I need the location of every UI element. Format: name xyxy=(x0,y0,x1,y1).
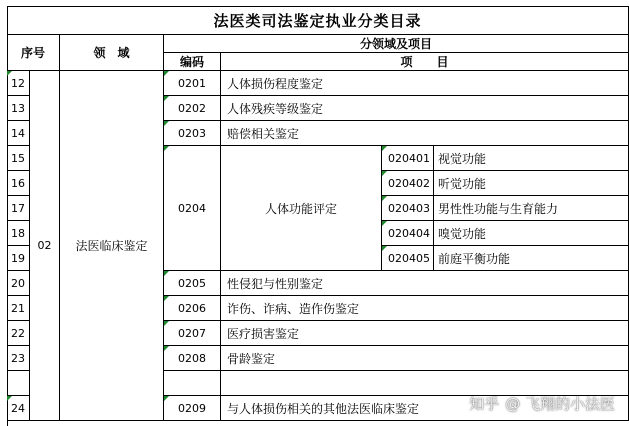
domain-code-cell: 02 xyxy=(30,71,60,421)
header-code: 编码 xyxy=(164,53,221,71)
item-cell: 性侵犯与性别鉴定 xyxy=(221,271,629,296)
seq-cell: 17 xyxy=(7,196,30,221)
item-cell: 人体损伤程度鉴定 xyxy=(221,71,629,96)
item-cell: 与人体损伤相关的其他法医临床鉴定 xyxy=(221,396,629,421)
seq-cell: 12 xyxy=(7,71,30,96)
seq-cell: 22 xyxy=(7,321,30,346)
seq-cell: 13 xyxy=(7,96,30,121)
domain-name-cell: 法医临床鉴定 xyxy=(60,71,164,421)
subitem-cell: 男性性功能与生育能力 xyxy=(434,196,629,221)
code-cell: 0209 xyxy=(164,396,221,421)
seq-cell: 20 xyxy=(7,271,30,296)
seq-cell: 24 xyxy=(7,396,30,421)
header-domain: 领 域 xyxy=(60,35,164,71)
subitem-cell: 视觉功能 xyxy=(434,146,629,171)
code-cell: 0206 xyxy=(164,296,221,321)
seq-cell: 14 xyxy=(7,121,30,146)
item-cell: 骨龄鉴定 xyxy=(221,346,629,371)
code-cell: 0201 xyxy=(164,71,221,96)
subitem-cell: 前庭平衡功能 xyxy=(434,246,629,271)
item-cell: 医疗损害鉴定 xyxy=(221,321,629,346)
code-cell: 0205 xyxy=(164,271,221,296)
seq-cell: 16 xyxy=(7,171,30,196)
subcode-cell: 020402 xyxy=(382,171,434,196)
subitem-cell: 听觉功能 xyxy=(434,171,629,196)
item-cell: 赔偿相关鉴定 xyxy=(221,121,629,146)
subcode-cell: 020404 xyxy=(382,221,434,246)
seq-cell: 18 xyxy=(7,221,30,246)
header-subdomain: 分领域及项目 xyxy=(164,35,629,53)
subitem-cell: 嗅觉功能 xyxy=(434,221,629,246)
code-cell: 0202 xyxy=(164,96,221,121)
code-cell: 0207 xyxy=(164,321,221,346)
subcode-cell: 020405 xyxy=(382,246,434,271)
code-cell: 0208 xyxy=(164,346,221,371)
seq-cell: 23 xyxy=(7,346,30,371)
item-cell: 人体残疾等级鉴定 xyxy=(221,96,629,121)
seq-cell: 19 xyxy=(7,246,30,271)
seq-cell: 21 xyxy=(7,296,30,321)
seq-cell: 15 xyxy=(7,146,30,171)
watermark-brand: 知乎 xyxy=(469,395,500,413)
code-cell: 0203 xyxy=(164,121,221,146)
subcode-cell: 020403 xyxy=(382,196,434,221)
seq-cell xyxy=(7,371,30,396)
code-cell xyxy=(164,371,221,396)
item-cell: 诈伤、诈病、造作伤鉴定 xyxy=(221,296,629,321)
header-seq: 序号 xyxy=(7,35,60,71)
group-item-cell: 人体功能评定 xyxy=(221,146,382,271)
table-title: 法医类司法鉴定执业分类目录 xyxy=(7,6,629,35)
group-code-cell: 0204 xyxy=(164,146,221,271)
watermark-text: @ 飞翔的小法医 xyxy=(505,395,615,413)
subcode-cell: 020401 xyxy=(382,146,434,171)
watermark xyxy=(469,393,615,414)
header-item: 项 目 xyxy=(221,53,629,71)
